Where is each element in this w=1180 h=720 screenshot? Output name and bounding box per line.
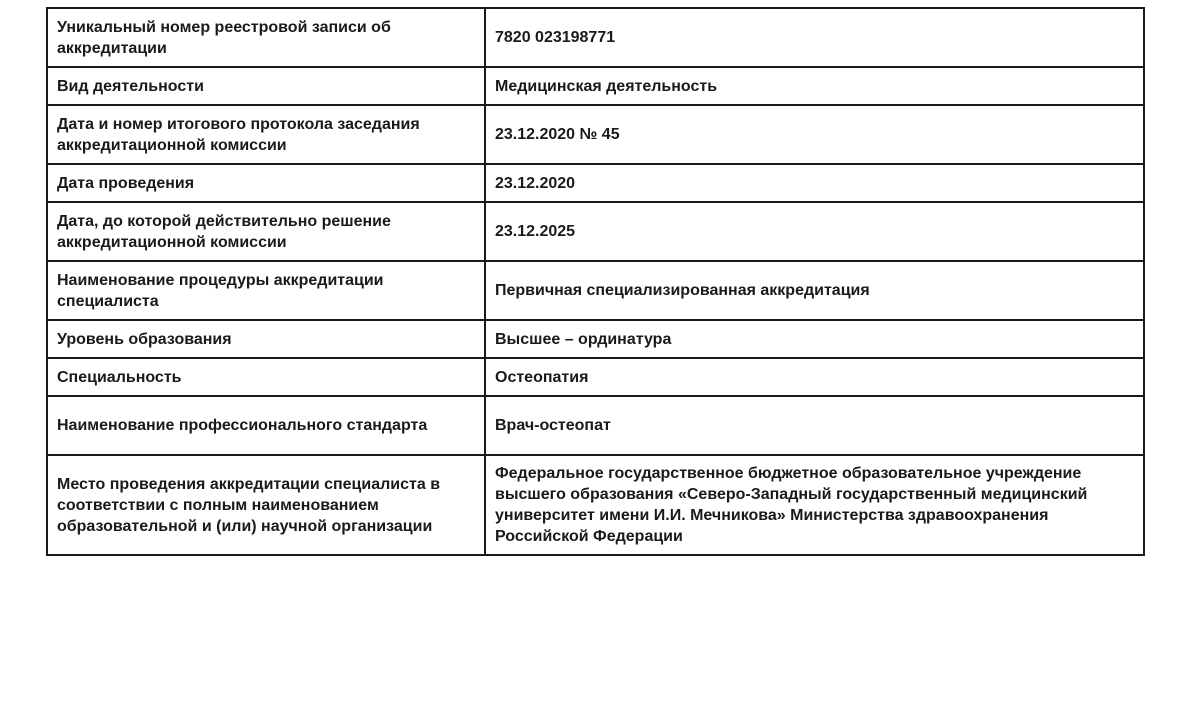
table-row-protocol <box>47 105 1144 164</box>
row-value: Высшее – ординатура <box>485 320 1144 358</box>
table-row-education-level <box>47 320 1144 358</box>
table-row-valid-until <box>47 202 1144 261</box>
row-label: Уровень образования <box>47 320 485 358</box>
row-value: Первичная специализированная аккредитация <box>485 261 1144 320</box>
table-row-specialty <box>47 358 1144 396</box>
row-label: Дата и номер итогового протокола заседания аккредитационной комиссии <box>47 105 485 164</box>
row-label: Специальность <box>47 358 485 396</box>
row-label: Уникальный номер реестровой записи об аккредитации <box>47 8 485 67</box>
row-value: Федеральное государственное бюджетное образовательное учреждение высшего образования «Северо-Западный государственный медицинский университет имени И.И. Мечникова» Министерства здравоохранения Российской Федерации <box>485 455 1144 555</box>
table-row-activity-type <box>47 67 1144 105</box>
table-row-date-held <box>47 164 1144 202</box>
row-label: Дата, до которой действительно решение аккредитационной комиссии <box>47 202 485 261</box>
table-row-procedure-name <box>47 261 1144 320</box>
row-label: Вид деятельности <box>47 67 485 105</box>
row-label: Наименование процедуры аккредитации специалиста <box>47 261 485 320</box>
row-value: Врач-остеопат <box>485 396 1144 455</box>
row-label: Наименование профессионального стандарта <box>47 396 485 455</box>
row-value: 23.12.2020 <box>485 164 1144 202</box>
row-value: 7820 023198771 <box>485 8 1144 67</box>
row-value: 23.12.2020 № 45 <box>485 105 1144 164</box>
table-row-registry-number <box>47 8 1144 67</box>
row-label: Дата проведения <box>47 164 485 202</box>
table-row-location <box>47 455 1144 555</box>
row-label: Место проведения аккредитации специалиста в соответствии с полным наименованием образовательной и (или) научной организации <box>47 455 485 555</box>
table-row-professional-standard <box>47 396 1144 455</box>
row-value: 23.12.2025 <box>485 202 1144 261</box>
row-value: Остеопатия <box>485 358 1144 396</box>
row-value: Медицинская деятельность <box>485 67 1144 105</box>
accreditation-table <box>46 7 1145 556</box>
